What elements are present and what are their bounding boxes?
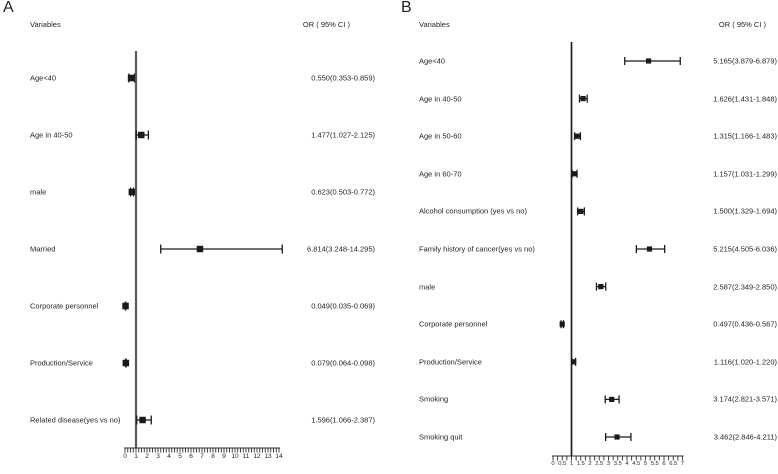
- row-label: Corporate personnel: [419, 319, 488, 329]
- ci-marker: [136, 131, 148, 140]
- row-label: Family history of cancer(yes vs no): [419, 244, 535, 254]
- row-label: Corporate personnel: [30, 301, 99, 311]
- row-or-ci-value: 0.049(0.035-0.069): [311, 301, 375, 311]
- panel-a-plot: [122, 51, 282, 453]
- or-point-estimate: [647, 246, 652, 251]
- or-point-estimate: [128, 75, 135, 82]
- axis-tick-label: 0: [551, 460, 555, 467]
- row-or-ci-value: 1.315(1.166-1.483): [713, 131, 777, 141]
- axis-tick-label: 5.5: [650, 460, 659, 467]
- row-label: Age in 50-60: [419, 131, 462, 141]
- ci-marker: [575, 132, 581, 140]
- or-point-estimate: [197, 246, 204, 253]
- ci-marker: [606, 433, 631, 441]
- panel-b-plot: [552, 42, 684, 461]
- ci-marker: [571, 358, 576, 366]
- or-point-estimate: [572, 171, 577, 176]
- ci-marker: [128, 74, 135, 83]
- row-or-ci-value: 0.497(0.436-0.567): [713, 319, 777, 329]
- ci-marker: [137, 416, 152, 425]
- axis-tick-label: 12: [253, 452, 261, 460]
- or-point-estimate: [571, 359, 576, 364]
- row-or-ci-value: 0.550(0.353-0.859): [311, 73, 375, 83]
- row-label: Smoking quit: [419, 432, 463, 442]
- axis-tick-label: 9: [222, 452, 226, 460]
- row-label: male: [419, 281, 436, 291]
- axis-tick-label: 6.5: [669, 460, 678, 467]
- row-or-ci-value: 2.587(2.349-2.850): [713, 281, 777, 291]
- axis-tick-label: 14: [275, 452, 283, 460]
- or-point-estimate: [580, 96, 585, 101]
- row-label: Age<40: [30, 73, 57, 83]
- panel-b-letter: B: [401, 0, 412, 16]
- panel-a-letter: A: [3, 0, 14, 16]
- panel-a-variables-header: Variables: [30, 20, 61, 29]
- row-or-ci-value: 0.079(0.064-0.098): [311, 358, 375, 368]
- row-or-ci-value: 1.157(1.031-1.299): [713, 169, 777, 179]
- row-or-ci-value: 1.500(1.329-1.694): [713, 206, 777, 216]
- row-or-ci-value: 1.116(1.020-1.220): [713, 357, 777, 367]
- row-label: Production/Service: [419, 357, 482, 367]
- ci-marker: [122, 302, 129, 311]
- axis-tick-label: 6: [662, 460, 666, 467]
- or-point-estimate: [614, 434, 619, 439]
- axis-tick-label: 1.5: [576, 460, 585, 467]
- row-label: Age in 60-70: [419, 169, 462, 179]
- or-point-estimate: [138, 132, 145, 139]
- row-or-ci-value: 5.215(4.505-6.036): [713, 244, 777, 254]
- axis-tick-label: 3: [606, 460, 611, 467]
- row-or-ci-value: 3.462(2.846-4.211): [713, 432, 777, 442]
- ci-marker: [123, 359, 130, 368]
- ci-marker: [129, 188, 136, 197]
- ci-marker: [625, 57, 681, 65]
- or-point-estimate: [139, 417, 146, 424]
- ci-marker: [579, 95, 587, 103]
- or-point-estimate: [560, 322, 565, 327]
- row-or-ci-value: 0.623(0.503-0.772): [311, 187, 375, 197]
- axis-tick-label: 7: [680, 460, 685, 467]
- row-label: Production/Service: [30, 358, 93, 368]
- axis-tick-label: 0.5: [558, 460, 567, 467]
- axis-tick-label: 1: [134, 452, 138, 460]
- axis-tick-label: 8: [211, 452, 215, 460]
- or-point-estimate: [122, 303, 129, 310]
- panel-b-or-ci-header: OR ( 95% CI ): [718, 20, 766, 29]
- row-or-ci-value: 5.165(3.879-6.879): [713, 56, 777, 66]
- or-point-estimate: [598, 284, 603, 289]
- axis-tick-label: 3: [156, 452, 160, 460]
- panel-b-variables-header: Variables: [419, 20, 450, 29]
- row-label: Age<40: [419, 56, 446, 66]
- or-point-estimate: [609, 397, 614, 402]
- ci-marker: [605, 395, 619, 403]
- or-point-estimate: [575, 134, 580, 139]
- row-or-ci-value: 1.596(1.066-2.387): [311, 415, 375, 425]
- row-label: Alcohol consumption (yes vs no): [419, 206, 527, 216]
- axis-tick-label: 2.5: [595, 460, 604, 467]
- axis-tick-label: 4.5: [632, 460, 641, 467]
- axis-tick-label: 2: [588, 460, 592, 467]
- axis-tick-label: 3.5: [613, 460, 622, 467]
- ci-marker: [161, 245, 283, 254]
- row-or-ci-value: 6.814(3.248-14.295): [307, 244, 375, 254]
- ci-marker: [596, 283, 605, 291]
- axis-tick-label: 4: [167, 452, 171, 460]
- or-point-estimate: [123, 360, 130, 367]
- or-point-estimate: [578, 209, 583, 214]
- axis-tick-label: 5: [643, 460, 648, 467]
- ci-marker: [636, 245, 664, 253]
- axis-tick-label: 13: [264, 452, 272, 460]
- axis-tick-label: 11: [242, 452, 250, 460]
- axis-tick-label: 0: [123, 452, 127, 460]
- ci-marker: [578, 207, 585, 215]
- axis-tick-label: 1: [569, 460, 574, 467]
- row-label: Age in 40-50: [30, 130, 73, 140]
- or-point-estimate: [129, 189, 136, 196]
- row-label: Age in 40-50: [419, 93, 462, 103]
- row-or-ci-value: 3.174(2.821-3.571): [713, 394, 777, 404]
- ci-marker: [572, 170, 577, 178]
- ci-marker: [560, 320, 565, 328]
- row-or-ci-value: 1.626(1.431-1.848): [713, 93, 777, 103]
- axis-tick-label: 7: [200, 452, 204, 460]
- row-label: Smoking: [419, 394, 449, 404]
- row-or-ci-value: 1.477(1.027-2.125): [311, 130, 375, 140]
- axis-tick-label: 2: [145, 452, 149, 460]
- axis-tick-label: 4: [625, 460, 629, 467]
- row-label: male: [30, 187, 47, 197]
- axis-tick-label: 10: [231, 452, 239, 460]
- or-point-estimate: [646, 58, 651, 63]
- axis-tick-label: 6: [189, 452, 193, 460]
- row-label: Married: [30, 244, 56, 254]
- axis-tick-label: 5: [178, 452, 182, 460]
- panel-a-or-ci-header: OR ( 95% CI ): [302, 20, 350, 29]
- row-label: Related disease(yes vs no): [30, 415, 121, 425]
